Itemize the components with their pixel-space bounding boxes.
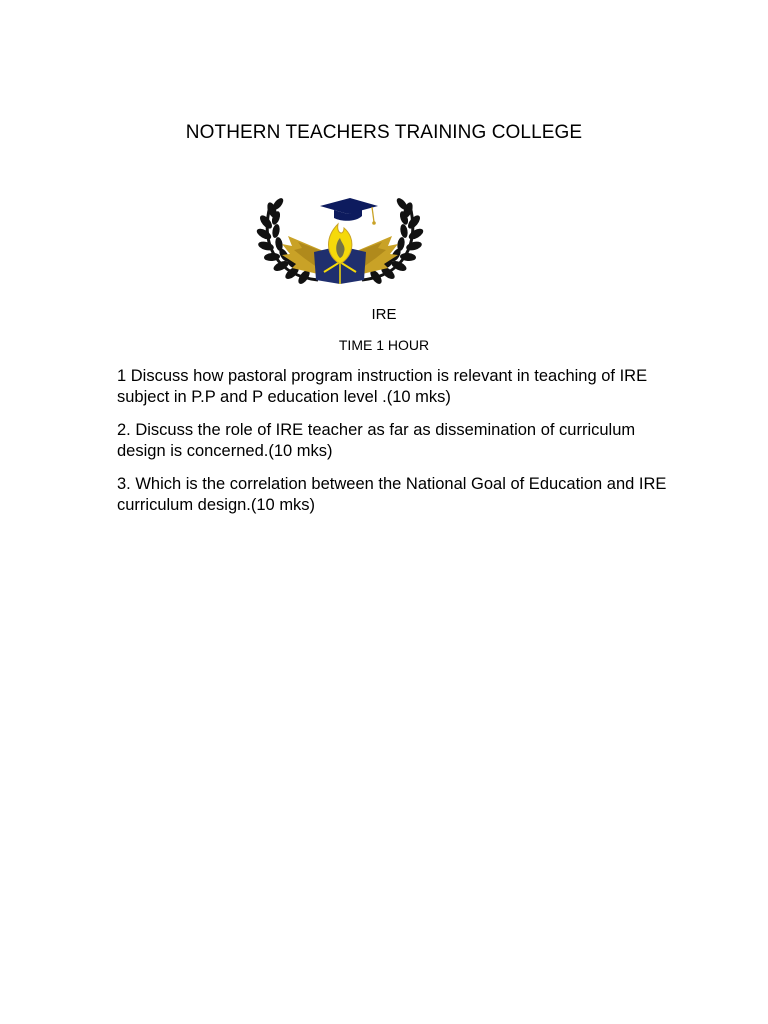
question-list xyxy=(117,366,677,528)
question-2: 2. Discuss the role of IRE teacher as far as dissemination of curriculum design is concerned.(10 mks) xyxy=(117,421,636,460)
question-3: 3. Which is the correlation between the National Goal of Education and IRE curriculum design.(10 mks) xyxy=(117,475,667,514)
question-1: 1 Discuss how pastoral program instruction is relevant in teaching of IRE subject in P.P and P education level .(10 mks) xyxy=(117,367,648,406)
college-crest-logo-icon xyxy=(248,176,432,286)
right-laurel-icon xyxy=(362,196,425,285)
exam-time: TIME 1 HOUR xyxy=(338,337,430,353)
graduation-cap-icon xyxy=(320,198,378,225)
page-title: NOTHERN TEACHERS TRAINING COLLEGE xyxy=(185,122,583,143)
left-laurel-icon xyxy=(255,196,318,285)
exam-subject: IRE xyxy=(371,306,397,323)
